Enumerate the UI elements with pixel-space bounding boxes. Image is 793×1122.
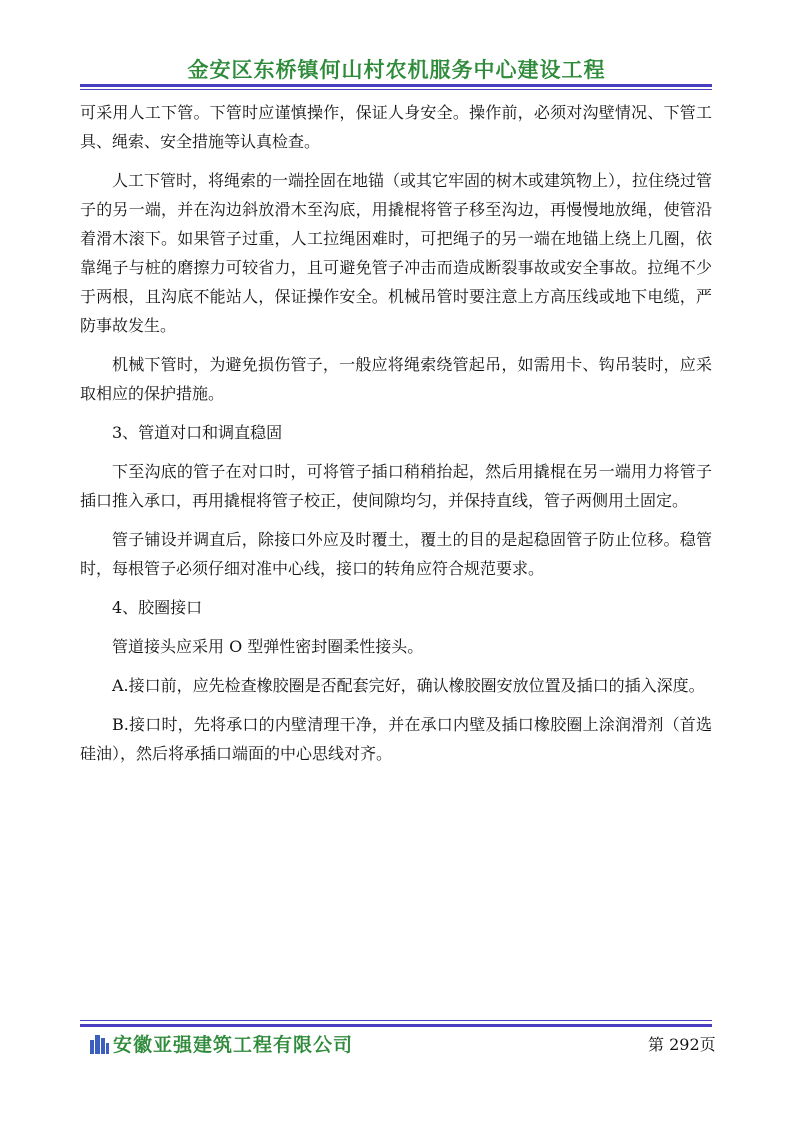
paragraph: 下至沟底的管子在对口时，可将管子插口稍稍抬起，然后用撬棍在另一端用力将管子插口推入承口，再用撬棍将管子校正，使间隙均匀，并保持直线，管子两侧用土固定。 (80, 462, 712, 510)
header-rule-thick (80, 84, 712, 87)
paragraph: A.接口前，应先检查橡胶圈是否配套完好，确认橡胶圈安放位置及插口的插入深度。 (112, 676, 705, 695)
footer-rule-thin (80, 1020, 712, 1021)
paragraph: 4、胶圈接口 (112, 598, 203, 617)
header-title: 金安区东桥镇何山村农机服务中心建设工程 (187, 58, 606, 82)
paragraph: 可采用人工下管。下管时应谨慎操作，保证人身安全。操作前，必须对沟壁情况、下管工具、绳索、安全措施等认真检查。 (80, 103, 712, 151)
paragraph: B.接口时，先将承口的内壁清理干净，并在承口内壁及插口橡胶圈上涂润滑剂（首选硅油），然后将承插口端面的中心思线对齐。 (80, 715, 712, 763)
paragraph: 3、管道对口和调直稳固 (112, 423, 283, 442)
building-logo-icon (88, 1032, 110, 1054)
footer-company: 安徽亚强建筑工程有限公司 (113, 1034, 354, 1056)
paragraph: 管子铺设并调直后，除接口外应及时覆土，覆土的目的是起稳固管子防止位移。稳管时，每根管子必须仔细对准中心线，接口的转角应符合规范要求。 (80, 530, 712, 578)
footer-rule-thick (80, 1024, 712, 1027)
page-number: 第 292页 (648, 1035, 716, 1054)
paragraph: 机械下管时，为避免损伤管子，一般应将绳索绕管起吊，如需用卡、钩吊装时，应采取相应的保护措施。 (80, 355, 712, 403)
paragraph: 管道接头应采用 O 型弹性密封圈柔性接头。 (112, 637, 424, 656)
header-rule-thin (80, 89, 712, 90)
body-text (80, 98, 712, 778)
paragraph: 人工下管时，将绳索的一端拴固在地锚（或其它牢固的树木或建筑物上），拉住绕过管子的另一端，并在沟边斜放滑木至沟底，用撬棍将管子移至沟边，再慢慢地放绳，使管沿着滑木滚下。如果管子过重，人工拉绳困难时，可把绳子的另一端在地锚上绕上几圈，依靠绳子与桩的磨擦力可较省力，且可避免管子冲击而造成断裂事故或安全事故。拉绳不少于两根，且沟底不能站人，保证操作安全。机械吊管时要注意上方高压线或地下电缆，严防事故发生。 (80, 171, 713, 335)
